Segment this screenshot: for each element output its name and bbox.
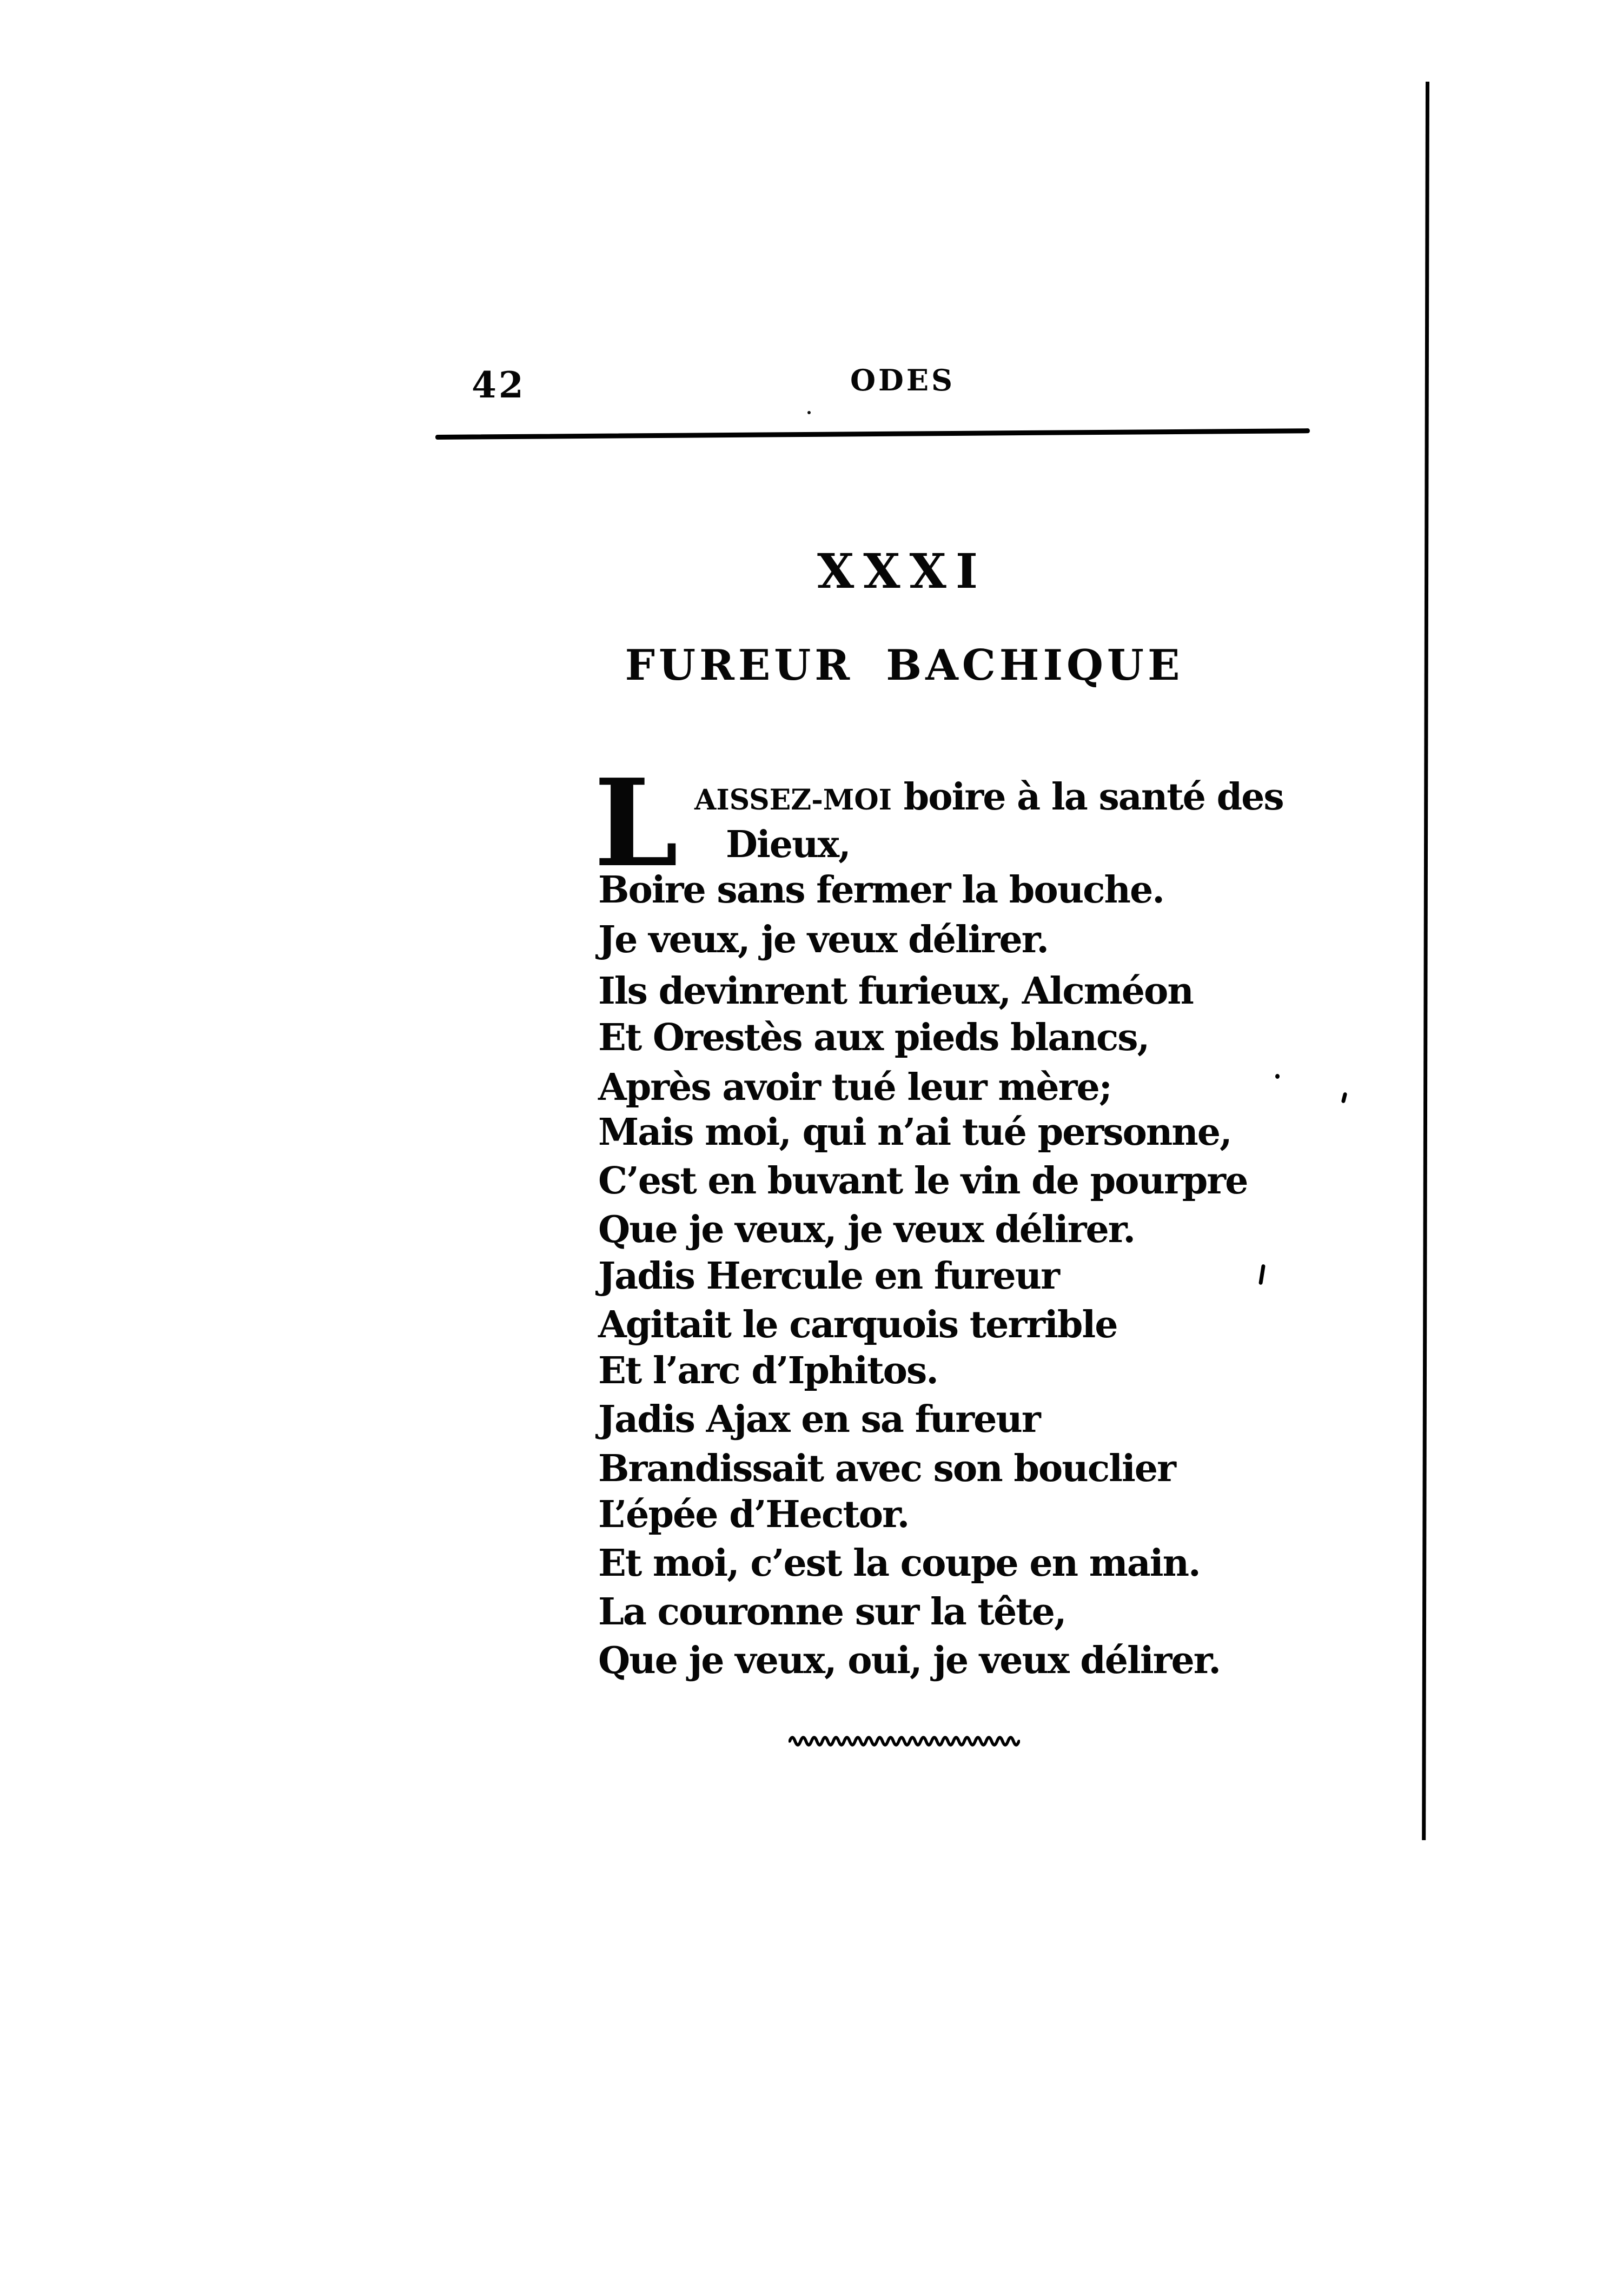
poem-line: Brandissait avec son bouclier [598, 1447, 1175, 1490]
stray-ink-speck [807, 411, 811, 414]
poem-line: Jadis Ajax en sa fureur [598, 1398, 1040, 1441]
chapter-title: FUREUR BACHIQUE [625, 641, 1184, 690]
header-rule [435, 428, 1310, 440]
poem-line: Et Orestès aux pieds blancs, [598, 1016, 1149, 1059]
poem-line: L’épée d’Hector. [598, 1493, 909, 1536]
poem-line: Mais moi, qui n’ai tué personne, [598, 1111, 1231, 1154]
poem-line: Que je veux, oui, je veux délirer. [598, 1639, 1221, 1682]
page-number: 42 [472, 364, 526, 406]
poem-line: Je veux, je veux délirer. [598, 918, 1049, 961]
poem-line: Que je veux, je veux délirer. [598, 1208, 1135, 1251]
poem-hanging-line: Dieux, [726, 823, 850, 866]
stray-ink-speck [1275, 1074, 1280, 1079]
poem-line: Ils devinrent furieux, Alcméon [598, 970, 1193, 1013]
stray-ink-mark [1341, 1092, 1348, 1103]
poem-line-small-caps: AISSEZ-MOI [694, 784, 892, 817]
poem-line: C’est en buvant le vin de pourpre [598, 1159, 1248, 1203]
running-header: ODES [850, 363, 956, 397]
poem-line: Boire sans fermer la bouche. [598, 868, 1164, 912]
poem-line: Après avoir tué leur mère; [598, 1066, 1111, 1109]
chapter-numeral: XXXI [817, 543, 987, 599]
poem-line [694, 775, 1283, 819]
drop-cap: L [594, 753, 679, 894]
page-edge-scan-line [1422, 82, 1429, 1840]
poem-line: Et l’arc d’Iphitos. [598, 1349, 938, 1392]
section-divider-squiggle [789, 1734, 1020, 1749]
stray-ink-stroke [1258, 1264, 1266, 1285]
poem-line: Et moi, c’est la coupe en main. [598, 1542, 1200, 1585]
poem-line-rest: boire à la santé des [892, 775, 1283, 819]
poem-line: La couronne sur la tête, [598, 1590, 1066, 1634]
poem-line: Jadis Hercule en fureur [598, 1255, 1059, 1298]
poem-line: Agitait le carquois terrible [598, 1303, 1117, 1346]
